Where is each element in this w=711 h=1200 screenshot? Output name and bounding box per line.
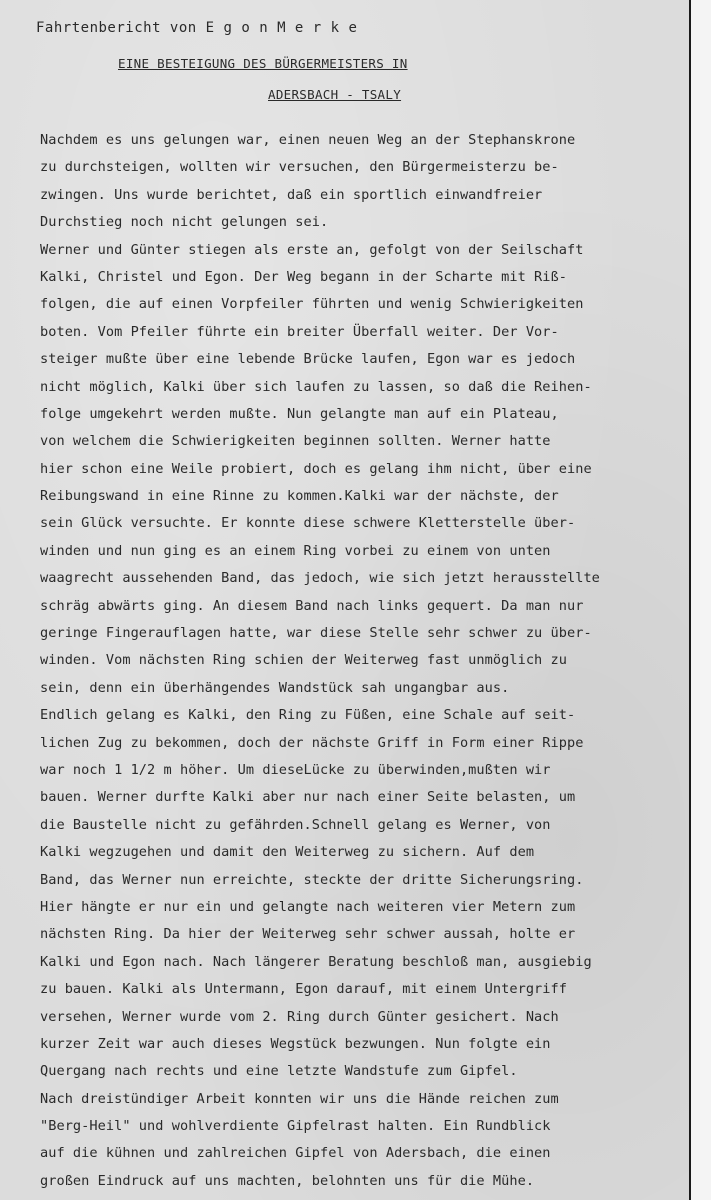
text-line: auf die kühnen und zahlreichen Gipfel von Adersbach, die einen: [40, 1145, 551, 1162]
text-line: die Baustelle nicht zu gefährden.Schnell gelang es Werner, von: [40, 816, 551, 833]
text-line: zu bauen. Kalki als Untermann, Egon darauf, mit einem Untergriff: [40, 981, 567, 998]
text-line: folgen, die auf einen Vorpfeiler führten und wenig Schwierigkeiten: [40, 296, 584, 313]
report-header: Fahrtenbericht von E g o n M e r k e: [36, 20, 358, 36]
text-line: nächsten Ring. Da hier der Weiterweg sehr schwer aussah, holte er: [40, 926, 576, 943]
report-title-line-2: ADERSBACH - TSALY: [268, 87, 402, 102]
text-line: Nachdem es uns gelungen war, einen neuen Weg an der Stephanskrone: [40, 132, 576, 148]
text-line: sein, denn ein überhängendes Wandstück sah ungangbar aus.: [40, 679, 510, 696]
text-line: versehen, Werner wurde vom 2. Ring durch Günter gesichert. Nach: [40, 1008, 559, 1025]
text-line: Werner und Günter stiegen als erste an, gefolgt von der Seilschaft: [40, 241, 584, 258]
text-line: zu durchsteigen, wollten wir versuchen, den Bürgermeisterzu be-: [40, 159, 559, 176]
text-line: schräg abwärts ging. An diesem Band nach links gequert. Da man nur: [40, 597, 584, 614]
text-line: kurzer Zeit war auch dieses Wegstück bezwungen. Nun folgte ein: [40, 1035, 551, 1052]
text-line: bauen. Werner durfte Kalki aber nur nach einer Seite belasten, um: [40, 789, 576, 806]
text-line: Reibungswand in eine Rinne zu kommen.Kalki war der nächste, der: [40, 488, 559, 505]
text-line: lichen Zug zu bekommen, doch der nächste Griff in Form einer Rippe: [40, 734, 584, 751]
text-line: zwingen. Uns wurde berichtet, daß ein sportlich einwandfreier: [40, 186, 543, 203]
text-line: Band, das Werner nun erreichte, steckte der dritte Sicherungsring.: [40, 871, 584, 888]
text-line: Nach dreistündiger Arbeit konnten wir uns die Hände reichen zum: [40, 1090, 559, 1107]
text-line: großen Eindruck auf uns machten, belohnten uns für die Mühe.: [40, 1172, 535, 1189]
text-line: von welchem die Schwierigkeiten beginnen sollten. Werner hatte: [40, 433, 551, 450]
text-line: sein Glück versuchte. Er konnte diese schwere Kletterstelle über-: [40, 515, 576, 532]
text-line: Kalki, Christel und Egon. Der Weg begann in der Scharte mit Riß-: [40, 268, 567, 285]
text-line: folge umgekehrt werden mußte. Nun gelangte man auf ein Plateau,: [40, 405, 559, 422]
text-line: waagrecht aussehenden Band, das jedoch, wie sich jetzt herausstellte: [40, 570, 600, 587]
text-line: geringe Fingerauflagen hatte, war diese Stelle sehr schwer zu über-: [40, 625, 592, 642]
text-line: steiger mußte über eine lebende Brücke laufen, Egon war es jedoch: [40, 351, 576, 368]
text-line: winden und nun ging es an einem Ring vorbei zu einem von unten: [40, 542, 551, 559]
text-line: war noch 1 1/2 m höher. Um dieseLücke zu überwinden,mußten wir: [40, 761, 551, 778]
report-body: [40, 127, 695, 1195]
text-line: boten. Vom Pfeiler führte ein breiter Überfall weiter. Der Vor-: [40, 323, 559, 340]
text-line: Hier hängte er nur ein und gelangte nach weiteren vier Metern zum: [40, 898, 576, 915]
text-line: Kalki wegzugehen und damit den Weiterweg zu sichern. Auf dem: [40, 844, 535, 861]
text-line: Endlich gelang es Kalki, den Ring zu Füßen, eine Schale auf seit-: [40, 707, 576, 724]
text-line: winden. Vom nächsten Ring schien der Weiterweg fast unmöglich zu: [40, 652, 567, 669]
text-line: hier schon eine Weile probiert, doch es gelang ihm nicht, über eine: [40, 460, 592, 477]
text-line: Durchstieg noch nicht gelungen sei.: [40, 214, 329, 231]
text-line: "Berg-Heil" und wohlverdiente Gipfelrast halten. Ein Rundblick: [40, 1118, 551, 1135]
text-line: Kalki und Egon nach. Nach längerer Beratung beschloß man, ausgiebig: [40, 953, 592, 970]
text-line: nicht möglich, Kalki über sich laufen zu lassen, so daß die Reihen-: [40, 378, 592, 395]
text-line: Quergang nach rechts und eine letzte Wandstufe zum Gipfel.: [40, 1063, 518, 1080]
report-title-line-1: EINE BESTEIGUNG DES BÜRGERMEISTERS IN: [118, 56, 408, 71]
